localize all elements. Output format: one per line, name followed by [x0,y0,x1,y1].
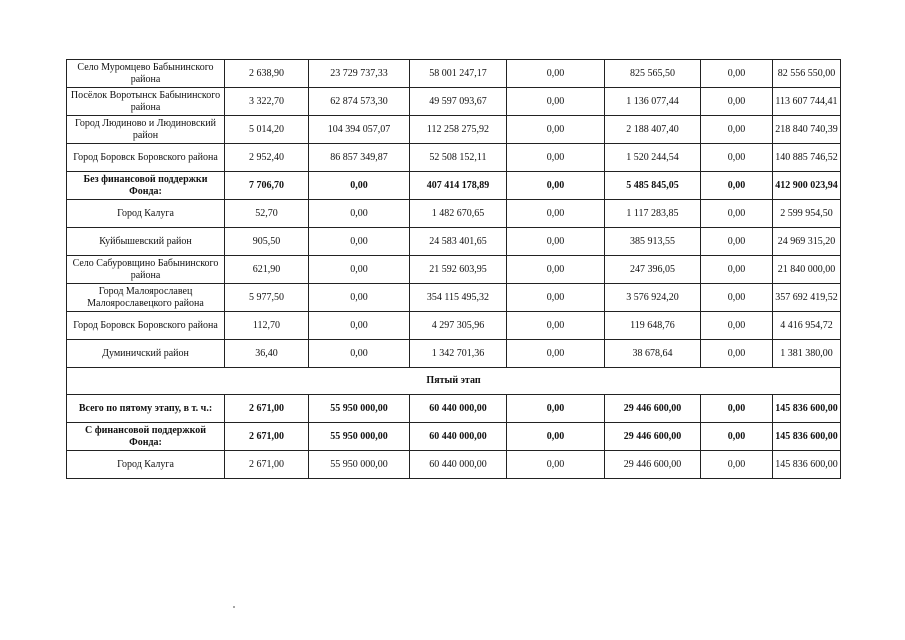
regional-budget-cell: 58 001 247,17 [410,60,507,88]
other-funds-cell: 5 485 845,05 [605,172,701,200]
extra-cell: 0,00 [701,200,773,228]
table-row [67,228,841,256]
fund-cell: 0,00 [309,172,410,200]
extra-cell: 0,00 [701,88,773,116]
total-cell: 145 836 600,00 [773,423,841,451]
row-name-cell: Село Сабуровщино Бабынинского района [67,256,225,284]
extra-cell: 0,00 [701,451,773,479]
row-name-cell: Город Людиново и Людиновский район [67,116,225,144]
table-row [67,116,841,144]
table-row [67,340,841,368]
other-funds-cell: 247 396,05 [605,256,701,284]
local-budget-cell: 0,00 [507,228,605,256]
local-budget-cell: 0,00 [507,116,605,144]
area-cell: 7 706,70 [225,172,309,200]
total-cell: 412 900 023,94 [773,172,841,200]
fund-cell: 86 857 349,87 [309,144,410,172]
regional-budget-cell: 60 440 000,00 [410,395,507,423]
total-cell: 145 836 600,00 [773,451,841,479]
total-cell: 4 416 954,72 [773,312,841,340]
total-cell: 2 599 954,50 [773,200,841,228]
table-row [67,200,841,228]
regional-budget-cell: 21 592 603,95 [410,256,507,284]
other-funds-cell: 1 520 244,54 [605,144,701,172]
fund-cell: 0,00 [309,284,410,312]
regional-budget-cell: 60 440 000,00 [410,451,507,479]
row-name-cell: Посёлок Воротынск Бабынинского района [67,88,225,116]
row-name-cell: Город Боровск Боровского района [67,312,225,340]
row-name-cell: С финансовой поддержкой Фонда: [67,423,225,451]
scan-speck [233,606,235,608]
local-budget-cell: 0,00 [507,88,605,116]
fund-cell: 0,00 [309,228,410,256]
local-budget-cell: 0,00 [507,312,605,340]
other-funds-cell: 119 648,76 [605,312,701,340]
fund-cell: 55 950 000,00 [309,451,410,479]
fund-cell: 62 874 573,30 [309,88,410,116]
other-funds-cell: 3 576 924,20 [605,284,701,312]
fund-cell: 0,00 [309,200,410,228]
extra-cell: 0,00 [701,172,773,200]
extra-cell: 0,00 [701,60,773,88]
row-name-cell: Город Боровск Боровского района [67,144,225,172]
area-cell: 905,50 [225,228,309,256]
row-name-cell: Село Муромцево Бабынинского района [67,60,225,88]
area-cell: 36,40 [225,340,309,368]
local-budget-cell: 0,00 [507,256,605,284]
local-budget-cell: 0,00 [507,423,605,451]
area-cell: 2 671,00 [225,451,309,479]
subtotal-row [67,423,841,451]
extra-cell: 0,00 [701,340,773,368]
regional-budget-cell: 24 583 401,65 [410,228,507,256]
area-cell: 52,70 [225,200,309,228]
local-budget-cell: 0,00 [507,340,605,368]
regional-budget-cell: 407 414 178,89 [410,172,507,200]
row-name-cell: Город Калуга [67,200,225,228]
extra-cell: 0,00 [701,395,773,423]
local-budget-cell: 0,00 [507,451,605,479]
area-cell: 2 952,40 [225,144,309,172]
area-cell: 621,90 [225,256,309,284]
total-cell: 113 607 744,41 [773,88,841,116]
table-row [67,88,841,116]
local-budget-cell: 0,00 [507,172,605,200]
regional-budget-cell: 4 297 305,96 [410,312,507,340]
table-row [67,312,841,340]
total-cell: 357 692 419,52 [773,284,841,312]
extra-cell: 0,00 [701,144,773,172]
other-funds-cell: 29 446 600,00 [605,423,701,451]
extra-cell: 0,00 [701,312,773,340]
regional-budget-cell: 112 258 275,92 [410,116,507,144]
section-title: Пятый этап [67,368,841,395]
area-cell: 5 014,20 [225,116,309,144]
total-cell: 21 840 000,00 [773,256,841,284]
regional-budget-cell: 60 440 000,00 [410,423,507,451]
subtotal-row [67,395,841,423]
total-cell: 140 885 746,52 [773,144,841,172]
financing-table [66,59,841,479]
table-row [67,451,841,479]
other-funds-cell: 385 913,55 [605,228,701,256]
total-cell: 82 556 550,00 [773,60,841,88]
extra-cell: 0,00 [701,116,773,144]
local-budget-cell: 0,00 [507,144,605,172]
fund-cell: 55 950 000,00 [309,395,410,423]
section-row [67,368,841,395]
area-cell: 112,70 [225,312,309,340]
fund-cell: 0,00 [309,256,410,284]
regional-budget-cell: 52 508 152,11 [410,144,507,172]
total-cell: 1 381 380,00 [773,340,841,368]
extra-cell: 0,00 [701,284,773,312]
table-row [67,60,841,88]
local-budget-cell: 0,00 [507,60,605,88]
row-name-cell: Думиничский район [67,340,225,368]
fund-cell: 23 729 737,33 [309,60,410,88]
other-funds-cell: 38 678,64 [605,340,701,368]
regional-budget-cell: 1 482 670,65 [410,200,507,228]
table-row [67,284,841,312]
area-cell: 3 322,70 [225,88,309,116]
area-cell: 2 638,90 [225,60,309,88]
area-cell: 5 977,50 [225,284,309,312]
table-row [67,256,841,284]
extra-cell: 0,00 [701,423,773,451]
area-cell: 2 671,00 [225,423,309,451]
local-budget-cell: 0,00 [507,200,605,228]
regional-budget-cell: 354 115 495,32 [410,284,507,312]
total-cell: 145 836 600,00 [773,395,841,423]
other-funds-cell: 29 446 600,00 [605,395,701,423]
table-row [67,144,841,172]
other-funds-cell: 2 188 407,40 [605,116,701,144]
local-budget-cell: 0,00 [507,284,605,312]
area-cell: 2 671,00 [225,395,309,423]
row-name-cell: Всего по пятому этапу, в т. ч.: [67,395,225,423]
fund-cell: 0,00 [309,340,410,368]
fund-cell: 55 950 000,00 [309,423,410,451]
fund-cell: 0,00 [309,312,410,340]
other-funds-cell: 1 117 283,85 [605,200,701,228]
local-budget-cell: 0,00 [507,395,605,423]
extra-cell: 0,00 [701,228,773,256]
extra-cell: 0,00 [701,256,773,284]
other-funds-cell: 825 565,50 [605,60,701,88]
row-name-cell: Без финансовой поддержки Фонда: [67,172,225,200]
row-name-cell: Город Малоярославец Малоярославецкого района [67,284,225,312]
regional-budget-cell: 49 597 093,67 [410,88,507,116]
row-name-cell: Город Калуга [67,451,225,479]
other-funds-cell: 29 446 600,00 [605,451,701,479]
total-cell: 218 840 740,39 [773,116,841,144]
subtotal-row [67,172,841,200]
fund-cell: 104 394 057,07 [309,116,410,144]
total-cell: 24 969 315,20 [773,228,841,256]
row-name-cell: Куйбышевский район [67,228,225,256]
other-funds-cell: 1 136 077,44 [605,88,701,116]
regional-budget-cell: 1 342 701,36 [410,340,507,368]
